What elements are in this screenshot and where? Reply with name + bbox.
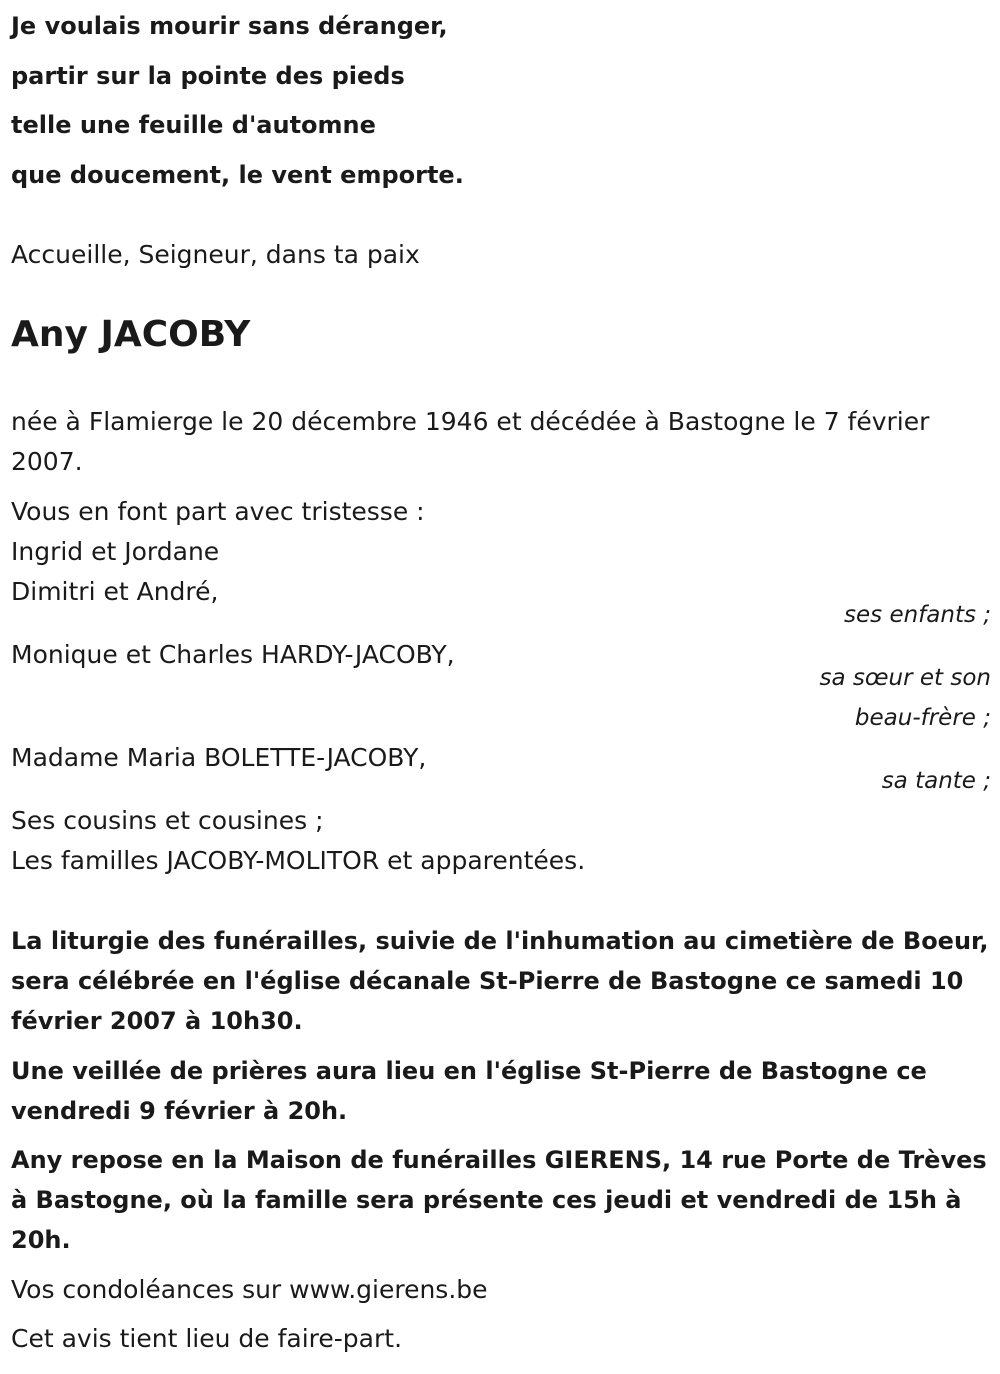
condolences-line: Vos condoléances sur www.gierens.be xyxy=(11,1275,488,1304)
families-line: Les familles JACOBY-MOLITOR et apparentées. xyxy=(11,846,586,875)
aunt-name: Madame Maria BOLETTE-JACOBY, xyxy=(11,743,427,772)
sister-relation-2: beau-frère ; xyxy=(854,705,991,731)
poem-line: Je voulais mourir sans déranger, xyxy=(11,12,448,40)
funeral-details: La liturgie des funérailles, suivie de l'inhumation au cimetière de Boeur, sera célébrée en l'église décanale St-Pierre de Bastogne ce samedi 10 février 2007 à 10h30. xyxy=(11,927,989,1035)
poem-line: que doucement, le vent emporte. xyxy=(11,160,464,189)
intro-text: Vous en font part avec tristesse : xyxy=(11,497,425,526)
poem xyxy=(11,6,464,204)
rest-details: Any repose en la Maison de funérailles GIERENS, 14 rue Porte de Trèves à Bastogne, où la famille sera présente ces jeudi et vendredi de 15h à 20h. xyxy=(11,1146,987,1254)
children-names-2: Dimitri et André, xyxy=(11,577,219,606)
vigil-details: Une veillée de prières aura lieu en l'église St-Pierre de Bastogne ce vendredi 9 février à 20h. xyxy=(11,1057,927,1125)
children-names-1: Ingrid et Jordane xyxy=(11,537,220,566)
notice-line: Cet avis tient lieu de faire-part. xyxy=(11,1324,403,1353)
poem-line: partir sur la pointe des pieds xyxy=(11,61,405,90)
prayer-line: Accueille, Seigneur, dans ta paix xyxy=(11,240,420,269)
cousins-line: Ses cousins et cousines ; xyxy=(11,806,324,835)
sister-names: Monique et Charles HARDY-JACOBY, xyxy=(11,640,455,669)
children-relation: ses enfants ; xyxy=(844,602,991,628)
poem-line: telle une feuille d'automne xyxy=(11,111,376,139)
aunt-relation: sa tante ; xyxy=(881,768,991,794)
birth-death-dates: née à Flamierge le 20 décembre 1946 et décédée à Bastogne le 7 février 2007. xyxy=(11,407,930,476)
deceased-name: Any JACOBY xyxy=(11,314,251,355)
sister-relation-1: sa sœur et son xyxy=(819,665,991,691)
